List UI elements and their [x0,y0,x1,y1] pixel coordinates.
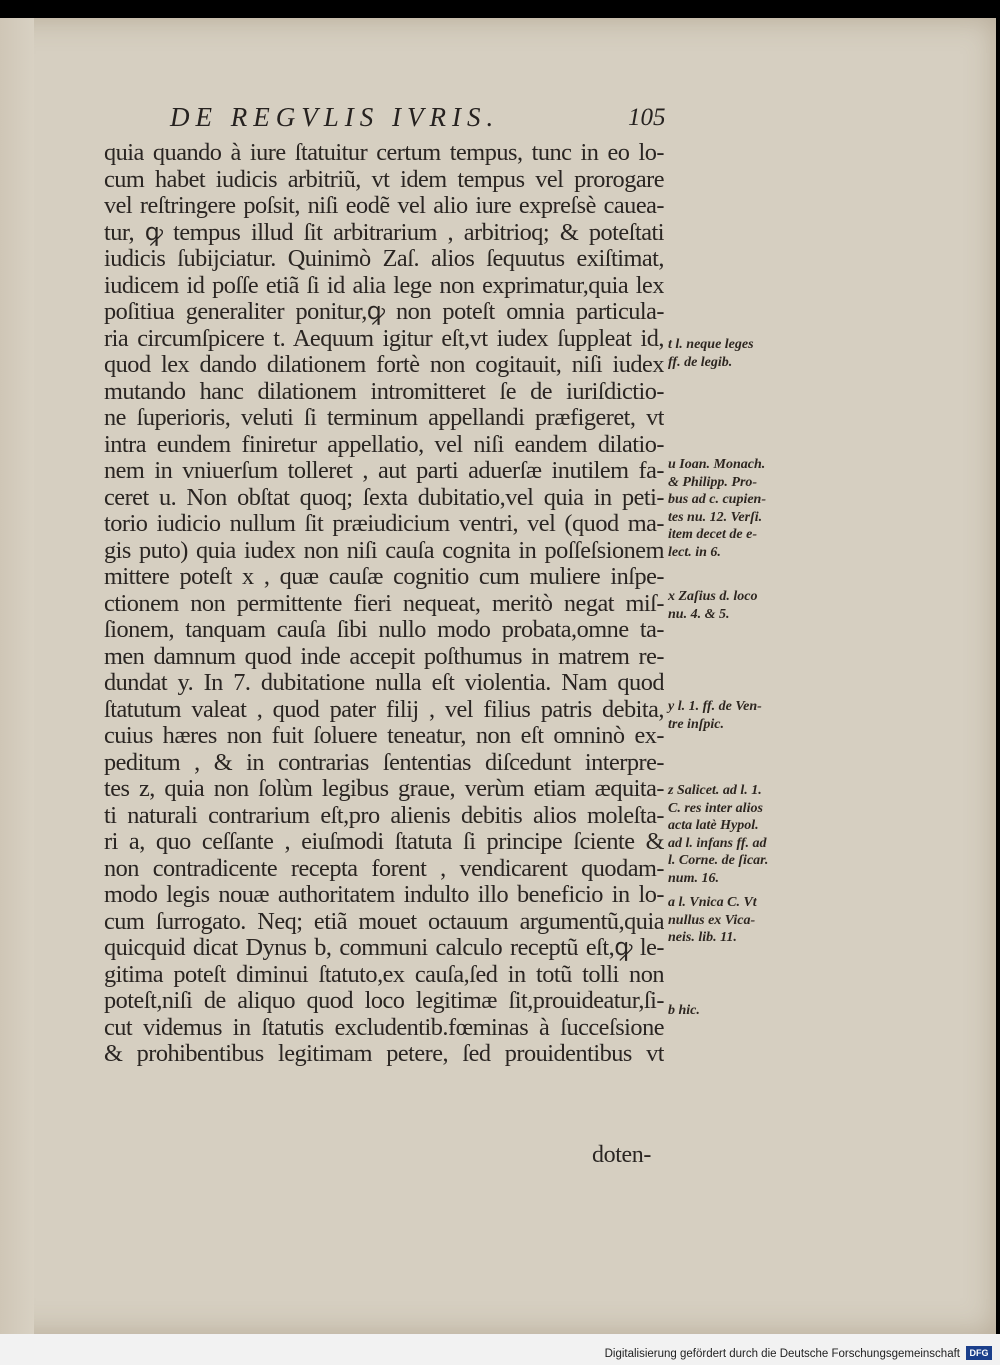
text-line: cum ſurrogato. Neq; etiã mouet octauum argumentũ,quia [104,908,664,935]
margin-note-line: tes nu. 12. Verſi. [668,509,763,525]
footer-credit: Digitalisierung gefördert durch die Deutsche Forschungsgemeinschaft [604,1348,960,1360]
text-line: quicquid dicat Dynus b, communi calculo receptũ eſt,ꝙ le- [104,935,664,961]
text-line: nem in vniuerſum tolleret , aut parti aduerſæ inutilem fa- [104,458,664,484]
margin-note-line: u Ioan. Monach. [668,457,766,472]
margin-note-line: & Philipp. Pro- [668,474,758,490]
margin-note [668,456,818,561]
text-line: & prohibentibus legitimam petere, ſed prouidentibus vt [104,1041,664,1067]
margin-note [668,588,818,623]
text-line: mutando hanc dilationem intromitteret ſe de iuriſdictio- [104,378,664,405]
text-line: cuius hæres non fuit ſoluere teneatur, non eſt omninò ex- [104,723,664,749]
text-line: gis puto) quia iudex non niſi cauſa cognita in poſſeſsionem [104,537,664,564]
text-line: quia quando à iure ſtatuitur certum tempus, tunc in eo lo- [104,140,664,166]
margin-note-line: item decet de e- [668,527,758,542]
text-line: tur, ꝙ tempus illud ſit arbitrarium , arbitrioq; & poteſtati [104,219,664,246]
margin-note-line: bus ad c. cupien- [668,492,766,507]
text-line: ri a, quo ceſſante , eiuſmodi ſtatuta ſi principe ſciente & [104,829,664,855]
margin-note-line: ad l. infans ff. ad [668,835,767,851]
catchword: doten- [592,1142,651,1168]
text-line: ctionem non permittente fieri nequeat, meritò negat miſ- [104,590,664,617]
margin-note-line: C. res inter alios [668,800,763,816]
page-number: 105 [628,104,666,131]
book-page [0,18,996,1334]
text-line: mittere poteſt x , quæ cauſæ cognitio cum muliere inſpe- [104,564,664,590]
margin-note-line: lect. in 6. [668,544,721,560]
margin-note-line: nu. 4. & 5. [668,606,730,622]
margin-note-line: neis. lib. 11. [668,930,737,945]
text-line: ne ſuperioris, veluti ſi terminum appellandi præfigeret, vt [104,405,664,431]
text-line: tes z, quia non ſolùm legibus graue, verùm etiam æquita- [104,776,664,802]
main-text-block [104,140,664,1068]
text-line: cum habet iudicis arbitriũ, vt idem tempus vel prorogare [104,166,664,193]
margin-note-line: x Zaſius d. loco [668,589,758,604]
text-line: torio iudicio nullum ſit præiudicium ventri, vel (quod ma- [104,511,664,537]
text-line: iudicis ſubijciatur. Quinimò Zaſ. alios ſequutus exiſtimat, [104,246,664,272]
text-line: cut videmus in ſtatutis excludentib.fœminas à ſucceſsione [104,1014,664,1041]
text-line: men damnum quod inde accepit poſthumus in matrem re- [104,643,664,670]
margin-note-line: ff. de legib. [668,354,733,370]
text-line: ti naturali contrarium eſt,pro alienis debitis alios moleſta- [104,802,664,829]
margin-note-line: y l. 1. ff. de Ven- [668,699,762,714]
text-line: modo legis nouæ authoritatem indulto illo beneficio in lo- [104,882,664,908]
margin-note-line: t l. neque leges [668,337,754,352]
text-line: non contradicente recepta forent , vendicarent quodam- [104,855,664,882]
margin-note [668,894,818,947]
page-gutter [0,18,34,1334]
text-line: poſitiua generaliter ponitur,ꝙ non poteſt omnia particula- [104,299,664,325]
text-line: poteſt,niſi de aliquo quod loco legitimæ ſit,prouideatur,ſi- [104,988,664,1014]
margin-note-line: b hic. [668,1003,700,1018]
text-line: ſtatutum valeat , quod pater filij , vel filius patris debita, [104,696,664,723]
margin-note [668,782,818,887]
margin-note-line: z Salicet. ad l. 1. [668,783,762,798]
text-line: ria circumſpicere t. Aequum igitur eſt,vt iudex ſuppleat id, [104,325,664,352]
margin-note-line: a l. Vnica C. Vt [668,895,757,910]
text-line: iudicem id poſſe etiã ſi id alia lege non exprimatur,quia lex [104,272,664,299]
margin-note-line: num. 16. [668,870,719,886]
margin-note [668,336,818,371]
text-line: gitima poteſt diminui ſtatuto,ex cauſa,ſed in totũ tolli non [104,961,664,988]
margin-note [668,1002,818,1020]
digitization-footer [0,1334,1000,1365]
text-line: ſionem, tanquam cauſa ſibi nullo modo probata,omne ta- [104,617,664,643]
text-line: ceret u. Non obſtat quoq; ſexta dubitatio,vel quia in peti- [104,484,664,511]
dfg-logo: DFG [966,1346,992,1360]
text-line: quod lex dando dilationem fortè non cogitauit, niſi iudex [104,352,664,378]
margin-note-line: nullus ex Vica- [668,912,756,928]
running-head: DE REGVLIS IVRIS. [170,102,500,132]
text-line: intra eundem finiretur appellatio, vel niſi eandem dilatio- [104,431,664,458]
margin-note-line: l. Corne. de ſicar. [668,853,769,868]
margin-note [668,698,818,733]
text-line: dundat y. In 7. dubitatione nulla eſt violentia. Nam quod [104,670,664,696]
margin-note-line: acta latè Hypol. [668,818,759,833]
margin-note-line: tre inſpic. [668,716,724,732]
text-line: vel reſtringere poſsit, niſi eodẽ vel alio iure expreſsè cauea- [104,193,664,219]
text-line: peditum , & in contrarias ſententias diſcedunt interpre- [104,749,664,776]
